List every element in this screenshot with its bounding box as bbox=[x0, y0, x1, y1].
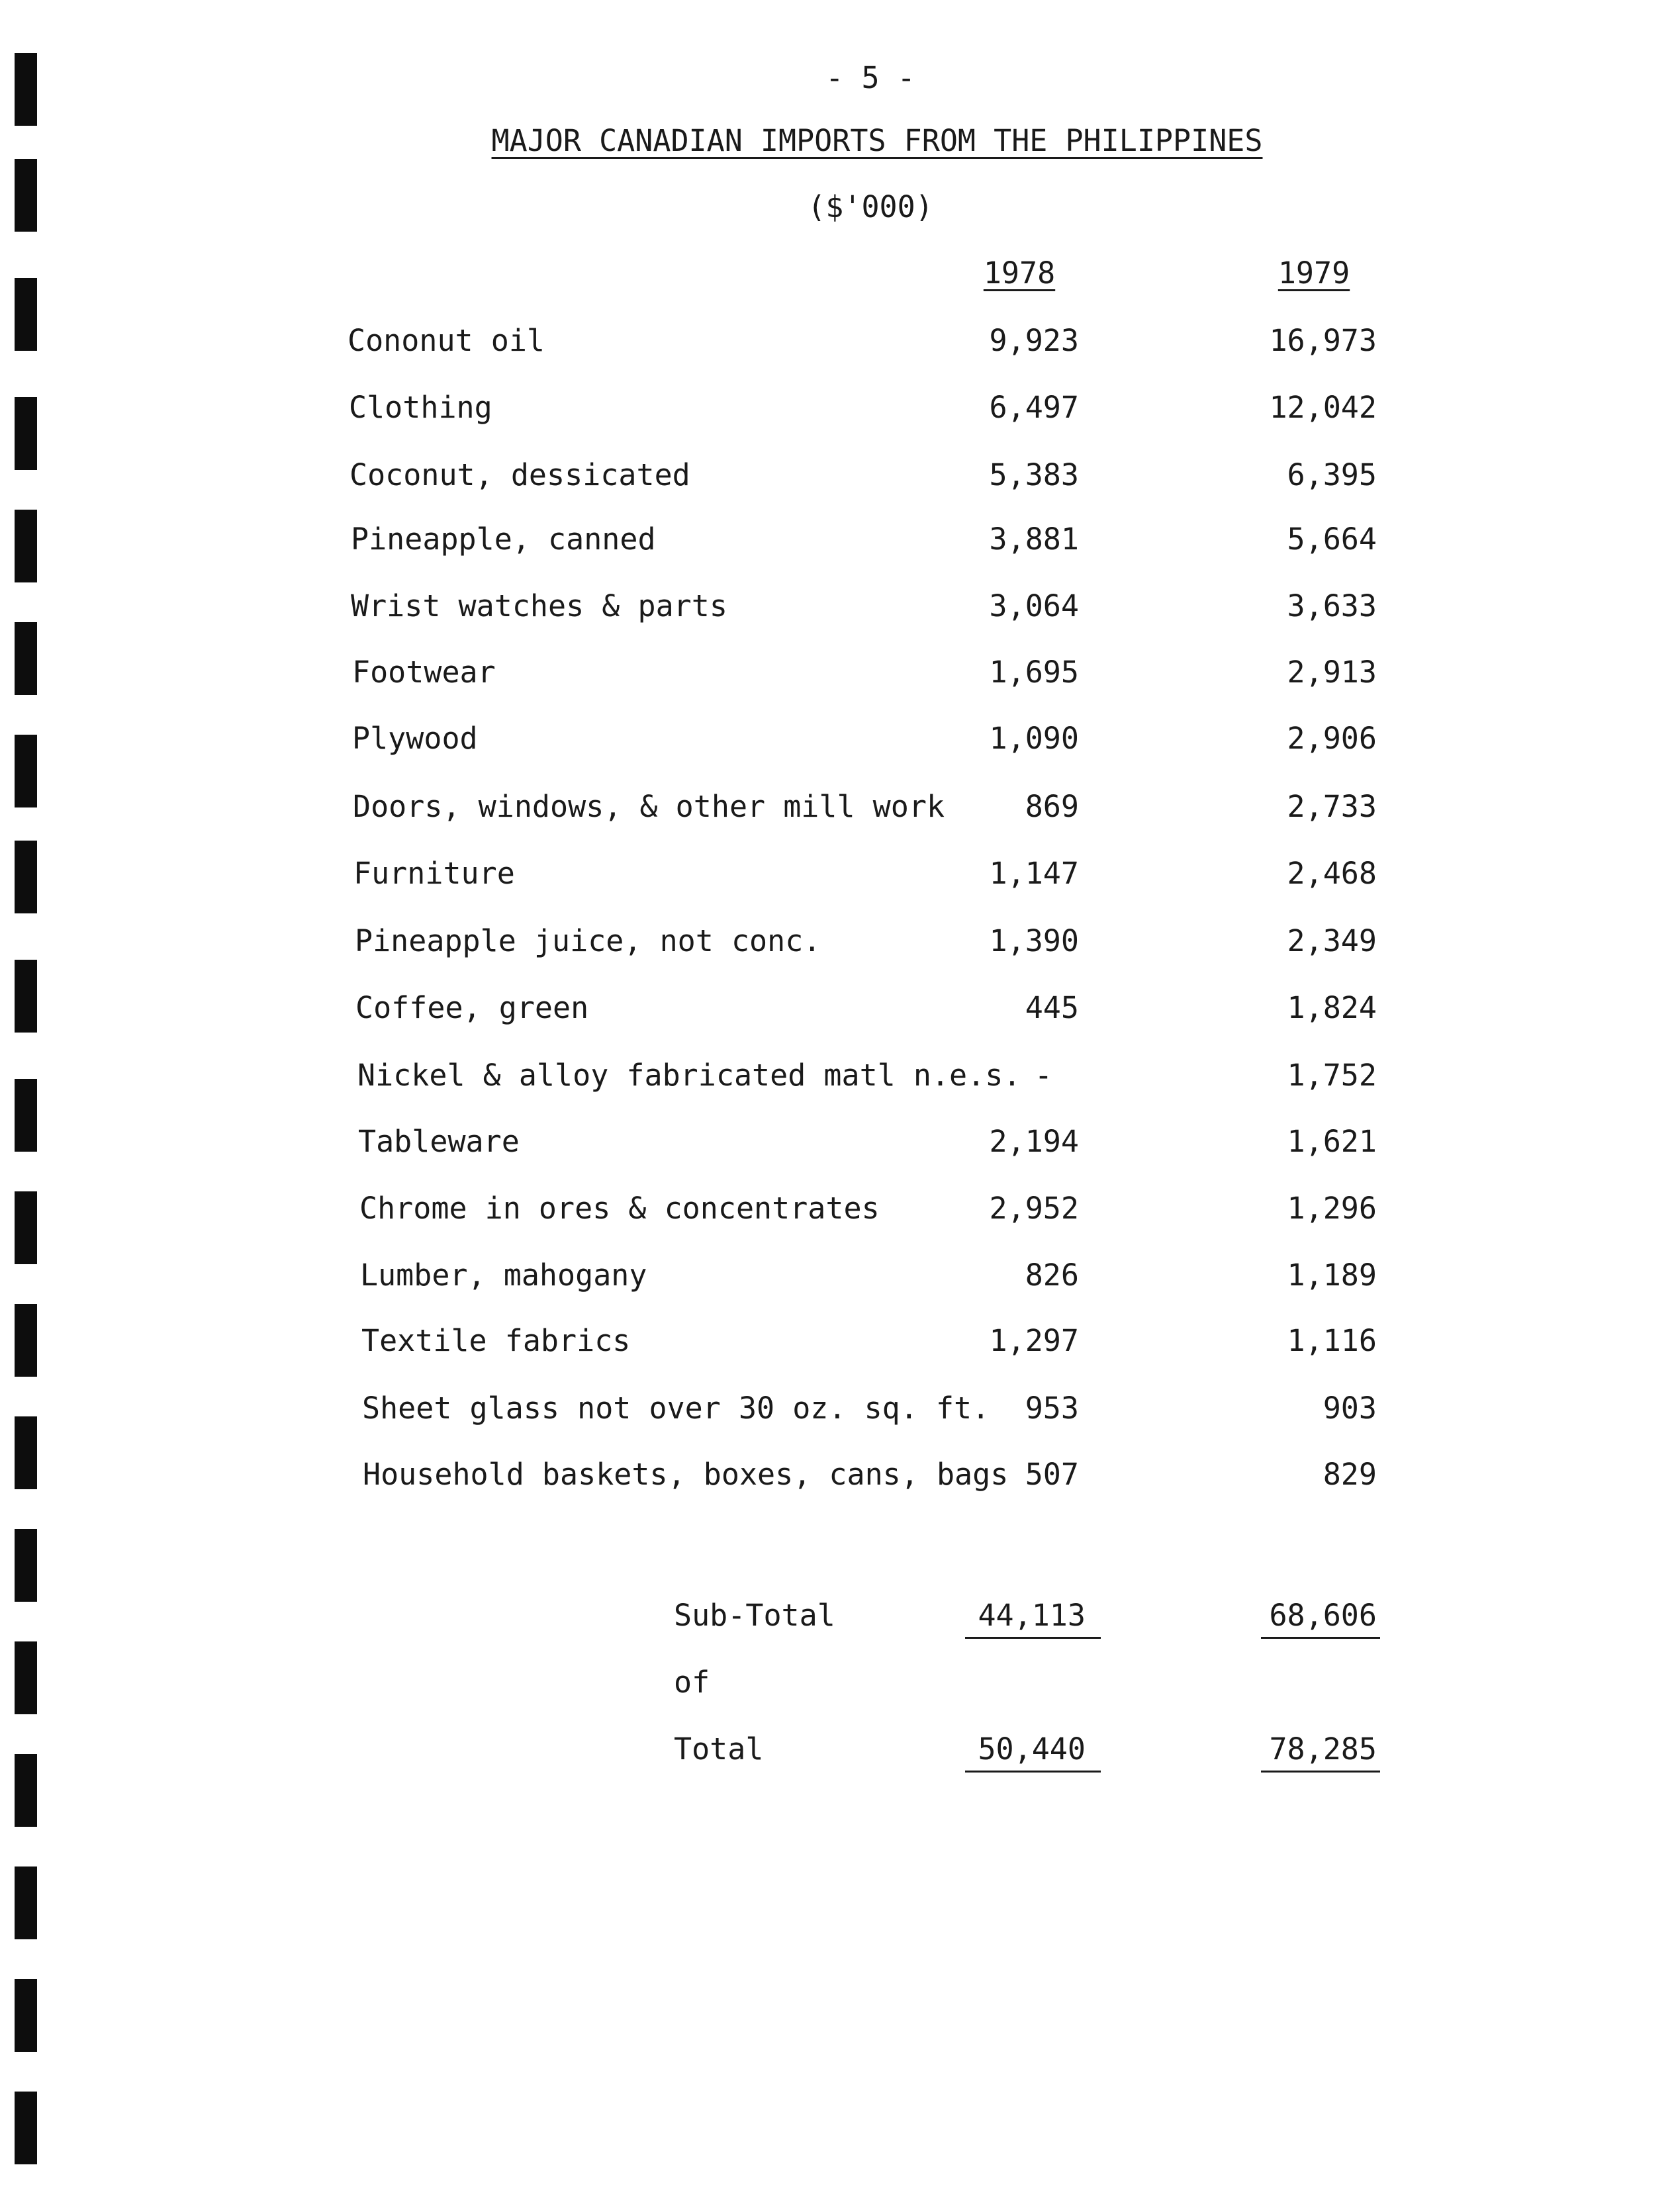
item-label: Pineapple juice, not conc. bbox=[355, 923, 821, 958]
item-label: Clothing bbox=[349, 390, 492, 425]
value-1979: 1,752 bbox=[1287, 1058, 1377, 1093]
binder-bar bbox=[15, 278, 37, 351]
item-label: Footwear bbox=[352, 655, 496, 690]
total-1978: 50,440 bbox=[978, 1731, 1086, 1767]
value-1979: 2,349 bbox=[1287, 923, 1377, 958]
binder-bar bbox=[15, 510, 37, 582]
item-label: Coffee, green bbox=[355, 990, 589, 1025]
page-number: - 5 - bbox=[825, 60, 915, 95]
value-1979: 12,042 bbox=[1269, 390, 1377, 425]
of-label: of bbox=[674, 1665, 710, 1700]
item-label: Plywood bbox=[352, 721, 478, 756]
binder-bar bbox=[15, 622, 37, 695]
item-label: Lumber, mahogany bbox=[360, 1258, 647, 1293]
item-label: Chrome in ores & concentrates bbox=[359, 1191, 880, 1226]
value-1979: 2,913 bbox=[1287, 655, 1377, 690]
value-1978: 3,881 bbox=[989, 522, 1079, 557]
item-label: Household baskets, boxes, cans, bags bbox=[363, 1457, 1009, 1492]
value-1979: 3,633 bbox=[1287, 588, 1377, 623]
item-label: Wrist watches & parts bbox=[351, 588, 727, 623]
value-1979: 1,189 bbox=[1287, 1258, 1377, 1293]
subtotal-rule-1979 bbox=[1261, 1637, 1380, 1639]
item-label: Furniture bbox=[353, 856, 515, 891]
value-1978: 1,390 bbox=[989, 923, 1079, 958]
total-label: Total bbox=[674, 1731, 764, 1767]
binder-bar bbox=[15, 735, 37, 807]
item-label: Nickel & alloy fabricated matl n.e.s. bbox=[357, 1058, 1021, 1093]
item-label: Sheet glass not over 30 oz. sq. ft. bbox=[362, 1391, 990, 1426]
column-header-1978: 1978 bbox=[983, 255, 1056, 291]
binder-bar bbox=[15, 1529, 37, 1602]
binder-bar bbox=[15, 397, 37, 470]
value-1979: 903 bbox=[1323, 1391, 1377, 1426]
value-1978: 953 bbox=[1025, 1391, 1079, 1426]
value-1979: 1,824 bbox=[1287, 990, 1377, 1025]
total-rule-1978 bbox=[965, 1771, 1101, 1773]
page-title: MAJOR CANADIAN IMPORTS FROM THE PHILIPPINES bbox=[491, 123, 1263, 158]
value-1978: 9,923 bbox=[989, 323, 1079, 358]
item-label: Cononut oil bbox=[348, 323, 545, 358]
value-1978: - bbox=[1034, 1058, 1052, 1093]
binder-bar bbox=[15, 1754, 37, 1827]
binder-bar bbox=[15, 159, 37, 232]
value-1978: 1,297 bbox=[989, 1323, 1079, 1358]
item-label: Pineapple, canned bbox=[351, 522, 656, 557]
unit-label: ($'000) bbox=[808, 189, 933, 224]
subtotal-1978: 44,113 bbox=[978, 1598, 1086, 1633]
value-1978: 6,497 bbox=[989, 390, 1079, 425]
value-1979: 1,621 bbox=[1287, 1124, 1377, 1159]
value-1978: 869 bbox=[1025, 789, 1079, 824]
binder-bar bbox=[15, 841, 37, 913]
binder-bar bbox=[15, 1641, 37, 1714]
value-1978: 1,090 bbox=[989, 721, 1079, 756]
value-1979: 1,116 bbox=[1287, 1323, 1377, 1358]
item-label: Textile fabrics bbox=[361, 1323, 631, 1358]
item-label: Tableware bbox=[358, 1124, 520, 1159]
binder-bar bbox=[15, 1979, 37, 2052]
value-1979: 2,733 bbox=[1287, 789, 1377, 824]
binder-bar bbox=[15, 1191, 37, 1264]
value-1978: 445 bbox=[1025, 990, 1079, 1025]
value-1979: 6,395 bbox=[1287, 457, 1377, 492]
binder-bar bbox=[15, 1304, 37, 1377]
item-label: Doors, windows, & other mill work bbox=[353, 789, 945, 824]
total-1979: 78,285 bbox=[1269, 1731, 1377, 1767]
binder-bar bbox=[15, 960, 37, 1033]
item-label: Coconut, dessicated bbox=[349, 457, 690, 492]
total-rule-1979 bbox=[1261, 1771, 1380, 1773]
value-1979: 1,296 bbox=[1287, 1191, 1377, 1226]
binder-bar bbox=[15, 53, 37, 126]
value-1978: 1,695 bbox=[989, 655, 1079, 690]
value-1978: 2,952 bbox=[989, 1191, 1079, 1226]
value-1978: 2,194 bbox=[989, 1124, 1079, 1159]
value-1978: 507 bbox=[1025, 1457, 1079, 1492]
binder-bar bbox=[15, 1416, 37, 1489]
value-1978: 826 bbox=[1025, 1258, 1079, 1293]
value-1979: 5,664 bbox=[1287, 522, 1377, 557]
binder-bar bbox=[15, 2092, 37, 2164]
value-1978: 3,064 bbox=[989, 588, 1079, 623]
binder-bar bbox=[15, 1079, 37, 1152]
subtotal-label: Sub-Total bbox=[674, 1598, 835, 1633]
value-1978: 5,383 bbox=[989, 457, 1079, 492]
column-header-1979: 1979 bbox=[1278, 255, 1350, 291]
value-1979: 2,468 bbox=[1287, 856, 1377, 891]
subtotal-rule-1978 bbox=[965, 1637, 1101, 1639]
value-1979: 16,973 bbox=[1269, 323, 1377, 358]
value-1979: 2,906 bbox=[1287, 721, 1377, 756]
value-1978: 1,147 bbox=[989, 856, 1079, 891]
value-1979: 829 bbox=[1323, 1457, 1377, 1492]
binder-bar bbox=[15, 1866, 37, 1939]
subtotal-1979: 68,606 bbox=[1269, 1598, 1377, 1633]
